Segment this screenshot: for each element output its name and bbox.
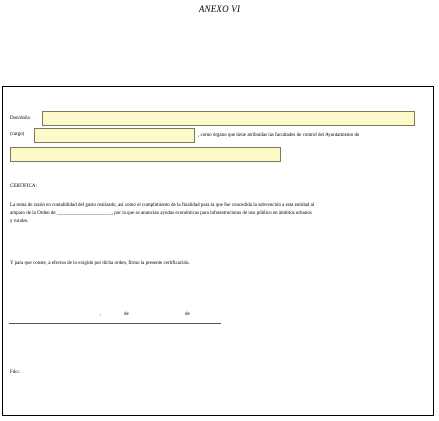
date-comma: , [100, 312, 102, 317]
date-de-2: de [185, 312, 190, 317]
cargo-field[interactable] [34, 128, 195, 143]
don-label: Don/doña [10, 116, 30, 121]
cargo-suffix-text: , como órgano que tiene atribuidas las facultades de control del Ayuntamiento de [198, 133, 360, 138]
certifica-line-3: y rurales. [10, 219, 29, 224]
fdo-label: Fdo.: [10, 370, 21, 375]
date-de-1: de [124, 312, 129, 317]
don-field[interactable] [42, 111, 415, 126]
date-line [9, 323, 221, 324]
closing-text: Y para que conste, a efectos de lo exigido por dicha orden, firmo la presente certificación. [10, 261, 190, 266]
cargo-label: (cargo) [10, 132, 25, 137]
certifica-heading: CERTIFICA: [10, 184, 37, 189]
certifica-line-2: amparo de la Orden de ______________________, por la que se anuncian ayudas económicas para infraestructuras de uso público en ámbitos urbanos [10, 211, 312, 216]
certifica-paragraph [10, 202, 430, 226]
certificate-form [2, 86, 434, 416]
annex-title: ANEXO VI [198, 4, 241, 14]
certifica-line-1: La toma de razón en contabilidad del gasto realizado, así como el cumplimiento de la finalidad para la que fue concedida la subvención a esta entidad al [10, 203, 315, 208]
ayuntamiento-field[interactable] [10, 147, 281, 162]
